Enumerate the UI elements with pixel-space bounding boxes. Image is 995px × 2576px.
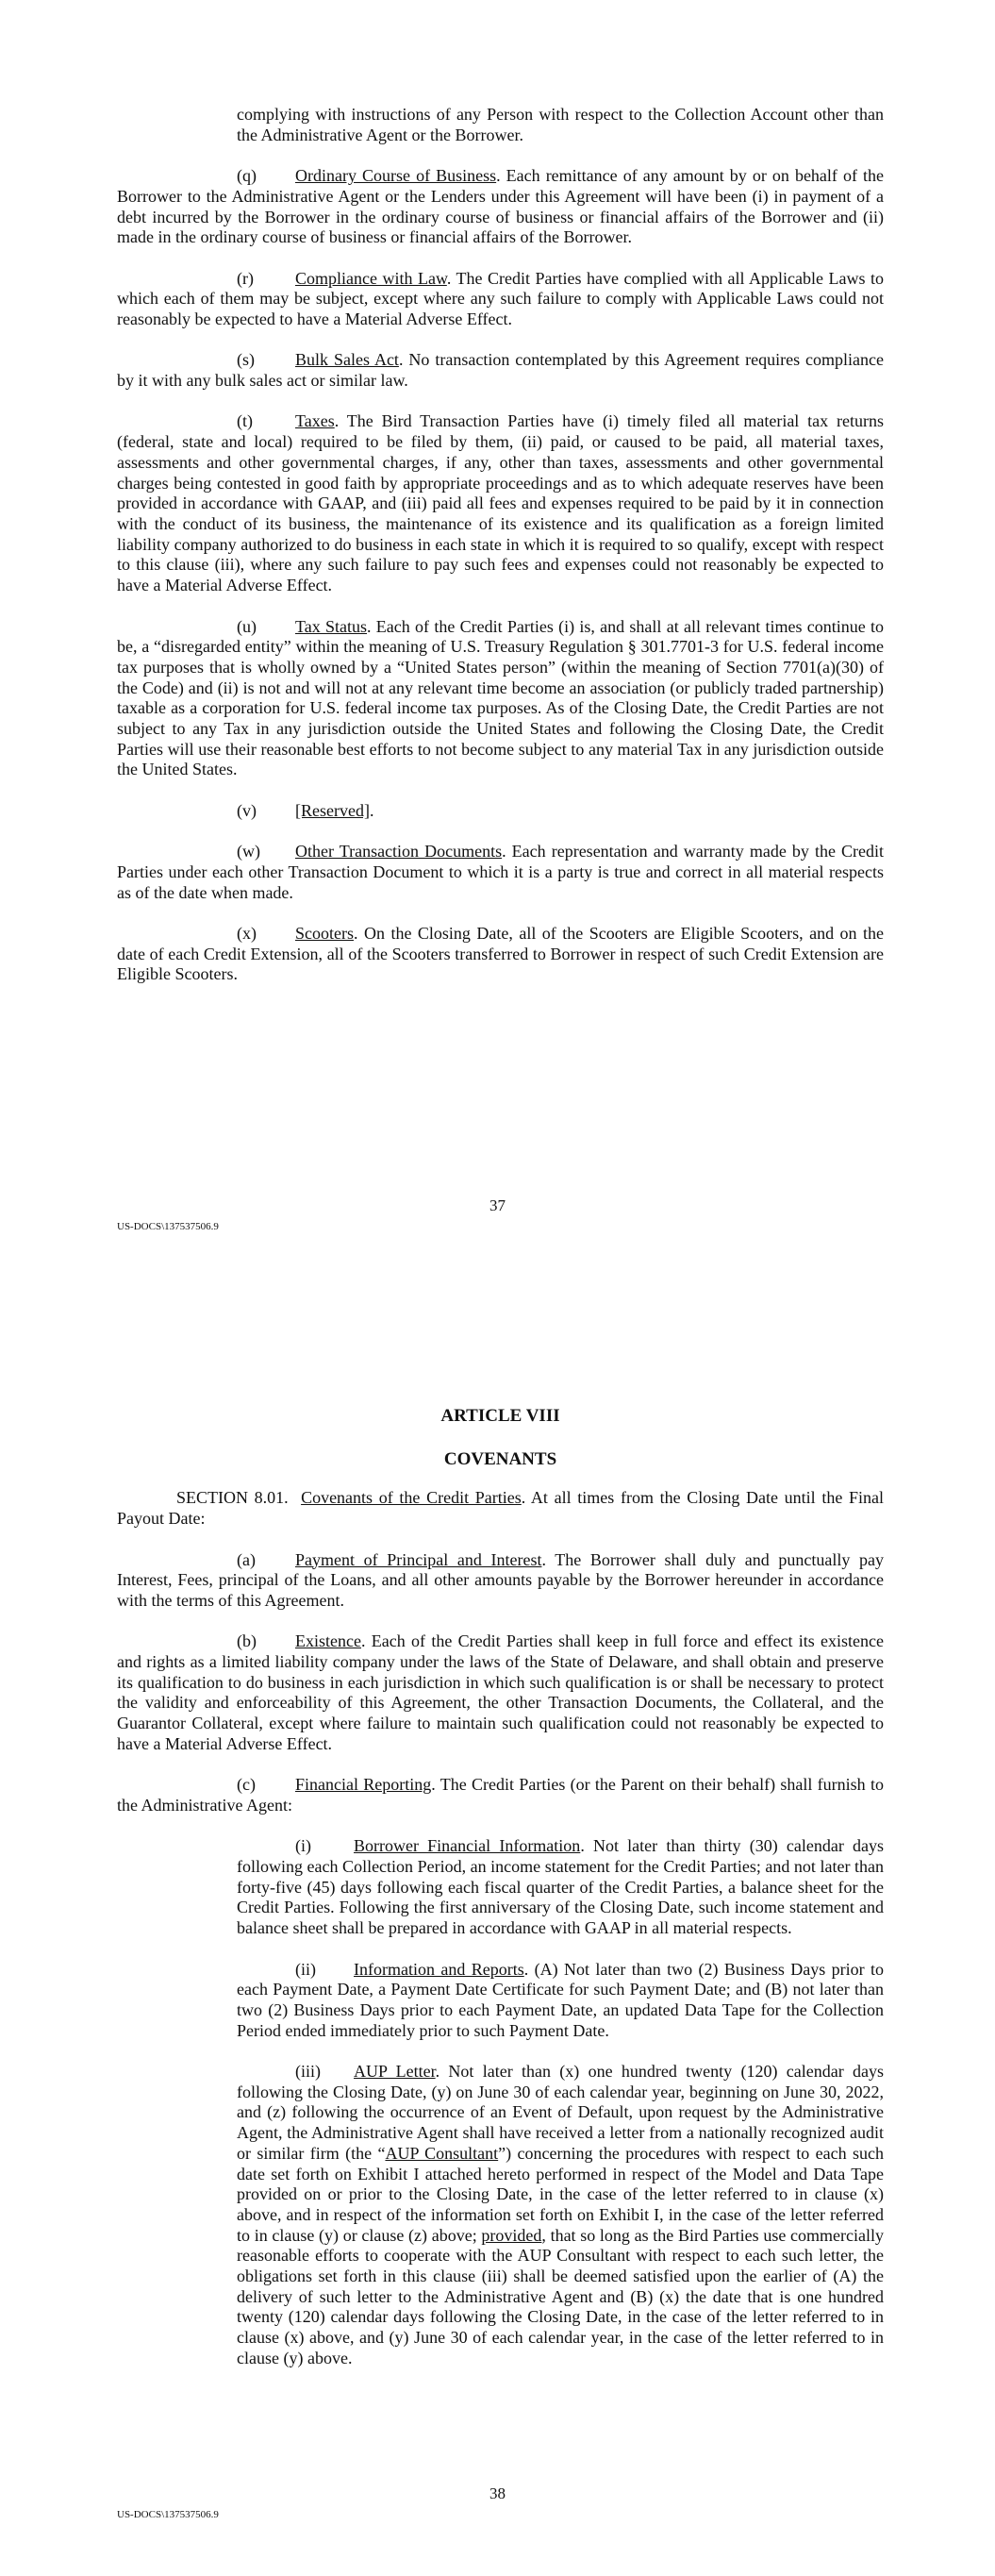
clause-label: (u): [237, 616, 257, 636]
clause-label: (a): [237, 1549, 256, 1569]
clause-text: . Each remittance of any amount by or on behalf of the Borrower to the Administrative Agent or the Lenders under this Agreement will have been (i) in payment of a debt incurred by the Borrower in the ordinary course of business or financial affairs of the Borrower and (ii) made in the ordinary course of business or financial affairs of the Borrower.: [117, 166, 884, 247]
clause-text: . Each of the Credit Parties shall keep in full force and effect its existence and rights as a limited liability company under the laws of the State of Delaware, and shall obtain and preserve its qualification to do business in each jurisdiction in which such qualification is or shall be necessary to protect the validity and enforceability of this Agreement, the other Transaction Documents, the Collateral, and the Guarantor Collateral, except where failure to maintain such qualification could not reasonably be expected to have a Material Adverse Effect.: [117, 1631, 884, 1753]
page-number: 38: [489, 2484, 506, 2502]
page-37-body: [117, 105, 884, 1006]
article-title: ARTICLE VIII: [440, 1406, 560, 1426]
section-text: . At all times from the Closing Date until the Final Payout Date:: [117, 1488, 885, 1529]
clause-s: [117, 350, 884, 391]
clause-text: . Each of the Credit Parties (i) is, and shall at all relevant times continue to be, a “disregarded entity” within the meaning of U.S. Treasury Regulation § 301.7701-3 for U.S. federal income tax purposes that is wholly owned by a “United States person” (within the meaning of Section 7701(a)(30) of the Code) and (ii) is not and will not at any relevant time become an association (or publicly traded partnership) taxable as a corporation for U.S. federal income tax purposes. As of the Closing Date, the Credit Parties are not subject to any Tax in any jurisdiction outside the United States and following the Closing Date, the Credit Parties will use their reasonable best efforts to not become subject to any material Tax in any jurisdiction outside the United States.: [117, 616, 885, 779]
clause-text: . The Bird Transaction Parties have (i) timely filed all material tax returns (federal, state and local) required to be filed by them, (ii) paid, or caused to be paid, all material taxes, assessments and other governmental charges, if any, other than taxes, assessments and other governmental charges being contested in good faith by appropriate proceedings and as to which adequate reserves have been provided in accordance with GAAP, and (iii) paid all fees and expenses required to be paid by it in connection with the conduct of its business, the maintenance of its existence and its qualification as a foreign limited liability company authorized to do business in each state in which it is required to so qualify, except with respect to this clause (iii), where any such failure to pay such fees and expenses could not reasonably be expected to have a Material Adverse Effect.: [117, 411, 884, 595]
section-title: Covenants of the Credit Parties: [301, 1488, 522, 1508]
clause-label: (x): [237, 924, 257, 943]
clause-title: Existence: [295, 1631, 361, 1651]
page-number: 37: [489, 1196, 506, 1214]
clause-label: (t): [237, 411, 253, 431]
document-id-footer: US-DOCS\137537506.9: [117, 1221, 219, 1232]
clause-title: Scooters: [295, 924, 354, 943]
clause-q: [117, 166, 884, 248]
clause-title: Information and Reports: [354, 1959, 524, 1979]
clause-label: (i): [295, 1836, 311, 1856]
clause-w: [117, 842, 884, 903]
clause-text: . Each representation and warranty made by the Credit Parties under each other Transaction Document to which it is a party is true and correct in all material respects as of the date when made.: [117, 842, 884, 902]
clause-text: .: [369, 800, 374, 820]
clause-text: , that so long as the Bird Parties use commercially reasonable efforts to cooperate with the AUP Consultant with respect to each such letter, the obligations set forth in this clause (iii) shall be deemed satisfied upon the earlier of (A) the delivery of such letter to the Administrative Agent and (B) (x) the date that is one hundred twenty (120) calendar days following the Closing Date, in the case of the letter referred to in clause (x) above, and (y) June 30 of each calendar year, in the case of the letter referred to in clause (y) above.: [237, 2225, 884, 2367]
clause-text: ”) concerning the procedures with respect to each such date set forth on Exhibit I attached hereto performed in respect of the Model and Data Tape provided on or prior to the Closing Date, in the case of the letter referred to in clause (x) above, and in respect of the information set forth on Exhibit I, in the case of the letter referred to in clause (y) or clause (z) above;: [237, 2143, 884, 2245]
clause-text: . No transaction contemplated by this Agreement requires compliance by it with any bulk sales act or similar law.: [117, 350, 885, 391]
clause-x: [117, 924, 884, 985]
clause-title: Other Transaction Documents: [295, 842, 503, 861]
clause-title: Tax Status: [295, 616, 368, 636]
clause-v: [117, 801, 884, 822]
clause-label: (iii): [295, 2062, 321, 2081]
document-id-footer: US-DOCS\137537506.9: [117, 2509, 219, 2520]
clause-text: . Not later than (x) one hundred twenty (120) calendar days following the Closing Date, (y) on June 30 of each calendar year, beginning on June 30, 2022, and (z) following the occurrence of an Event of Default, upon request by the Administrative Agent, the Administrative Agent shall have received a letter from a nationally recognized audit or similar firm (the “: [237, 2062, 884, 2163]
continuation-paragraph: complying with instructions of any Person with respect to the Collection Account other than the Administrative Agent or the Borrower.: [237, 105, 884, 144]
subclause-i: [237, 1836, 884, 1939]
clause-title: Taxes: [295, 411, 335, 431]
clause-title: Payment of Principal and Interest: [295, 1549, 542, 1569]
clause-text: . The Credit Parties have complied with all Applicable Laws to which each of them may be subject, except where any such failure to comply with Applicable Laws could not reasonably be expected to have a Material Adverse Effect.: [117, 268, 885, 328]
page-38-body: [117, 1406, 884, 2389]
clause-label: (c): [237, 1775, 256, 1795]
clause-label: (v): [237, 800, 257, 820]
clause-text: . The Credit Parties (or the Parent on their behalf) shall furnish to the Administrative Agent:: [117, 1775, 884, 1815]
clause-label: (w): [237, 842, 260, 861]
clause-text: . Not later than thirty (30) calendar days following each Collection Period, an income statement for the Credit Parties; and not later than forty-five (45) days following each fiscal quarter of the Credit Parties, a balance sheet for the Credit Parties. Following the first anniversary of the Closing Date, such income statement and balance sheet shall be prepared in accordance with GAAP in all material respects.: [237, 1836, 884, 1938]
clause-label: (r): [237, 268, 254, 288]
clause-text: . On the Closing Date, all of the Scooters are Eligible Scooters, and on the date of each Credit Extension, all of the Scooters transferred to Borrower in respect of such Credit Extension are Eligible Scooters.: [117, 924, 884, 984]
subclause-iii: [237, 2062, 884, 2369]
covenant-c: [117, 1775, 884, 1815]
covenant-a: [117, 1550, 884, 1612]
clause-title: Borrower Financial Information: [354, 1836, 581, 1856]
clause-t: [117, 411, 884, 595]
clause-u: [117, 617, 884, 781]
clause-label: (ii): [295, 1959, 316, 1979]
defined-term: AUP Consultant: [385, 2143, 499, 2163]
clause-title: Ordinary Course of Business: [295, 166, 497, 186]
subclause-ii: [237, 1960, 884, 2042]
clause-r: [117, 269, 884, 330]
section-label: SECTION 8.01.: [176, 1488, 289, 1508]
clause-title: Financial Reporting: [295, 1775, 432, 1795]
clause-label: (q): [237, 166, 257, 186]
clause-title: [Reserved]: [295, 800, 370, 820]
clause-label: (s): [237, 350, 255, 370]
clause-title: AUP Letter: [354, 2062, 436, 2081]
clause-label: (b): [237, 1631, 257, 1651]
clause-title: Compliance with Law: [295, 268, 447, 288]
article-heading: COVENANTS: [443, 1448, 557, 1469]
proviso-term: provided: [481, 2225, 542, 2245]
clause-title: Bulk Sales Act: [295, 350, 399, 370]
covenant-b: [117, 1631, 884, 1754]
clause-text: . (A) Not later than two (2) Business Days prior to each Payment Date, a Payment Date Certificate for such Payment Date; and (B) not later than two (2) Business Days prior to each Payment Date, an updated Data Tape for the Collection Period ended immediately prior to such Payment Date.: [237, 1959, 884, 2040]
clause-text: . The Borrower shall duly and punctually pay Interest, Fees, principal of the Loans, and all other amounts payable by the Borrower hereunder in accordance with the terms of this Agreement.: [117, 1549, 884, 1610]
section-8-01: [117, 1488, 884, 1529]
